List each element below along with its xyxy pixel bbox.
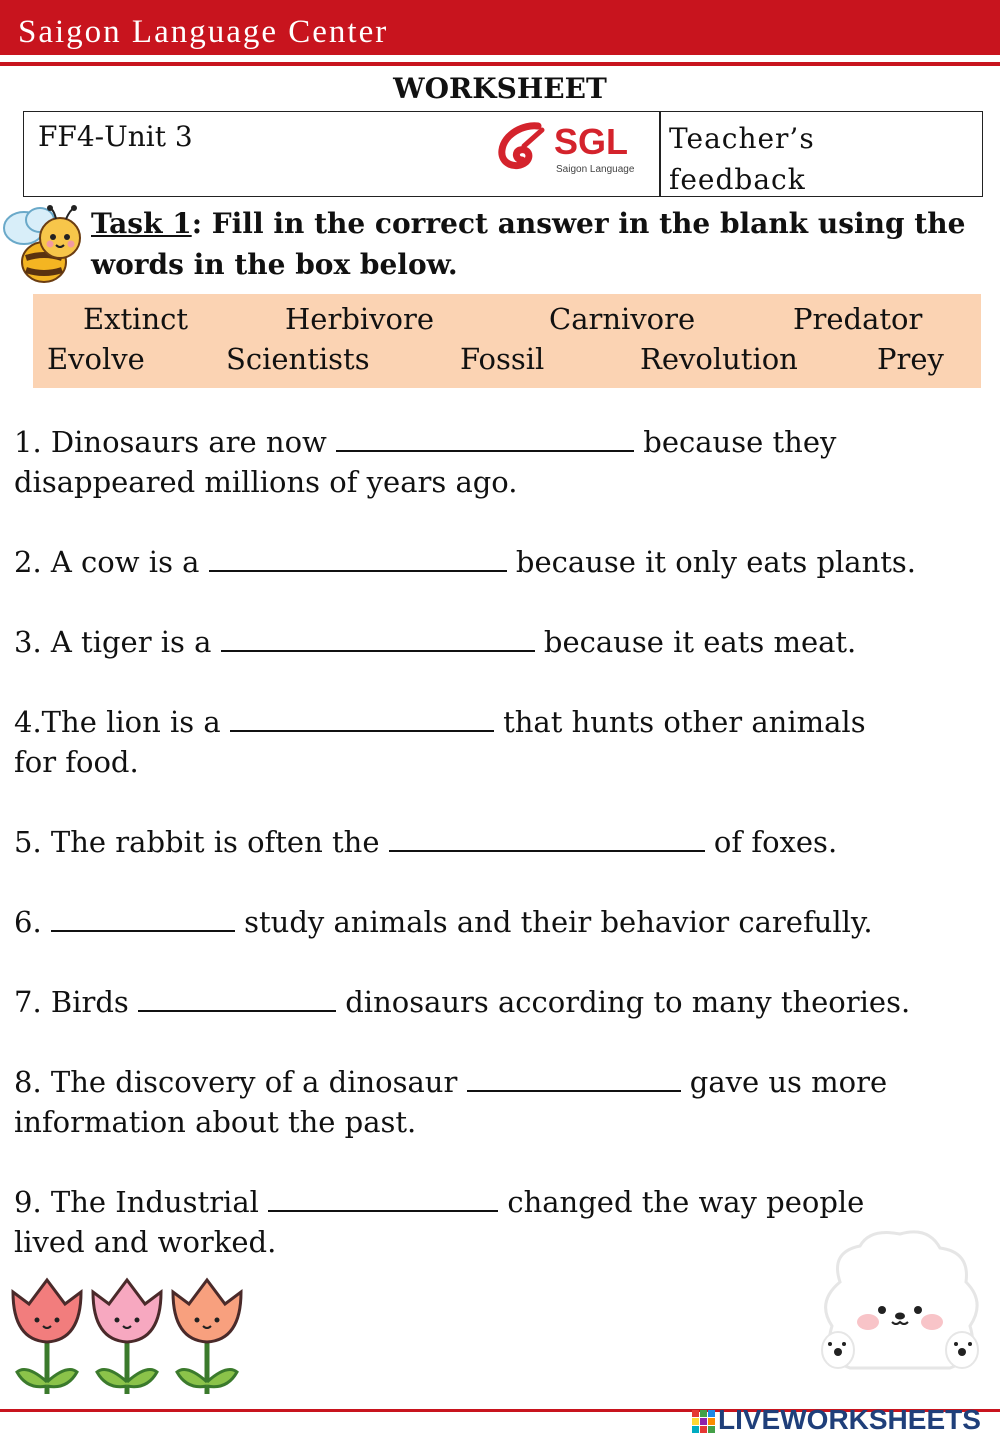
word-box-item: Herbivore	[285, 302, 435, 336]
question-3	[14, 622, 994, 662]
question-1	[14, 422, 994, 502]
center-name: Saigon Language Center	[18, 14, 389, 50]
question-text: changed the way people	[498, 1185, 865, 1219]
question-text: dinosaurs according to many theories.	[336, 985, 911, 1019]
unit-label: FF4-Unit 3	[38, 120, 193, 153]
answer-blank[interactable]	[467, 1064, 681, 1092]
question-text: because they	[634, 425, 837, 459]
word-box-item: Prey	[877, 342, 944, 376]
question-text: gave us more	[680, 1065, 888, 1099]
task-instruction	[91, 203, 971, 285]
answer-blank[interactable]	[336, 424, 634, 452]
answer-blank[interactable]	[230, 704, 494, 732]
word-box-item: Fossil	[460, 342, 545, 376]
question-text: study animals and their behavior carefully.	[234, 905, 873, 939]
question-text: information about the past.	[14, 1105, 417, 1139]
question-text: 8. The discovery of a dinosaur	[14, 1065, 467, 1099]
answer-blank[interactable]	[389, 824, 705, 852]
question-text: 3. A tiger is a	[14, 625, 221, 659]
liveworksheets-brand: LIVEWORKSHEETS	[718, 1404, 981, 1435]
question-text: 2. A cow is a	[14, 545, 209, 579]
question-text: that hunts other animals	[493, 705, 866, 739]
feedback-line-1: Teacher’s	[669, 122, 815, 155]
header-divider	[659, 112, 661, 196]
question-text: for food.	[14, 745, 139, 779]
question-4	[14, 702, 994, 782]
worksheet-title: WORKSHEET	[393, 72, 607, 105]
feedback-line-2: feedback	[669, 163, 806, 196]
sgl-logo-text: SGL	[554, 121, 629, 162]
question-text: because it eats meat.	[534, 625, 857, 659]
question-text: lived and worked.	[14, 1225, 277, 1259]
header-table	[23, 111, 983, 197]
question-text: because it only eats plants.	[506, 545, 917, 579]
sgl-logo	[494, 118, 654, 188]
bee-icon	[0, 204, 88, 288]
word-box-item: Evolve	[47, 342, 145, 376]
sgl-logo-subtext: Saigon Language	[556, 164, 635, 175]
answer-blank[interactable]	[268, 1184, 498, 1212]
teacher-feedback-label	[669, 118, 969, 200]
answer-blank[interactable]	[51, 904, 235, 932]
question-text: 4.The lion is a	[14, 705, 230, 739]
task-text: : Fill in the correct answer in the blank using the words in the box below.	[91, 207, 966, 281]
question-2	[14, 542, 994, 582]
word-box-item: Revolution	[640, 342, 798, 376]
question-5	[14, 822, 994, 862]
tulip-flowers-icon	[5, 1272, 250, 1400]
word-box-item: Carnivore	[549, 302, 696, 336]
liveworksheets-logo-icon	[692, 1410, 716, 1434]
question-text: of foxes.	[704, 825, 838, 859]
answer-blank[interactable]	[138, 984, 336, 1012]
question-7	[14, 982, 994, 1022]
task-label: Task 1	[91, 207, 192, 240]
word-box	[33, 294, 981, 388]
fluffy-puppy-icon	[810, 1222, 990, 1400]
question-6	[14, 902, 994, 942]
word-box-item: Predator	[793, 302, 923, 336]
question-text: 9. The Industrial	[14, 1185, 269, 1219]
word-box-item: Scientists	[226, 342, 370, 376]
top-divider-line	[0, 62, 1000, 66]
question-8	[14, 1062, 994, 1142]
question-text: 1. Dinosaurs are now	[14, 425, 337, 459]
question-text: 7. Birds	[14, 985, 139, 1019]
answer-blank[interactable]	[209, 544, 507, 572]
sgl-swirl-icon	[494, 120, 550, 180]
question-text: 5. The rabbit is often the	[14, 825, 389, 859]
word-box-item: Extinct	[83, 302, 189, 336]
top-banner	[0, 0, 1000, 55]
question-text: 6.	[14, 905, 51, 939]
answer-blank[interactable]	[221, 624, 535, 652]
question-text: disappeared millions of years ago.	[14, 465, 518, 499]
